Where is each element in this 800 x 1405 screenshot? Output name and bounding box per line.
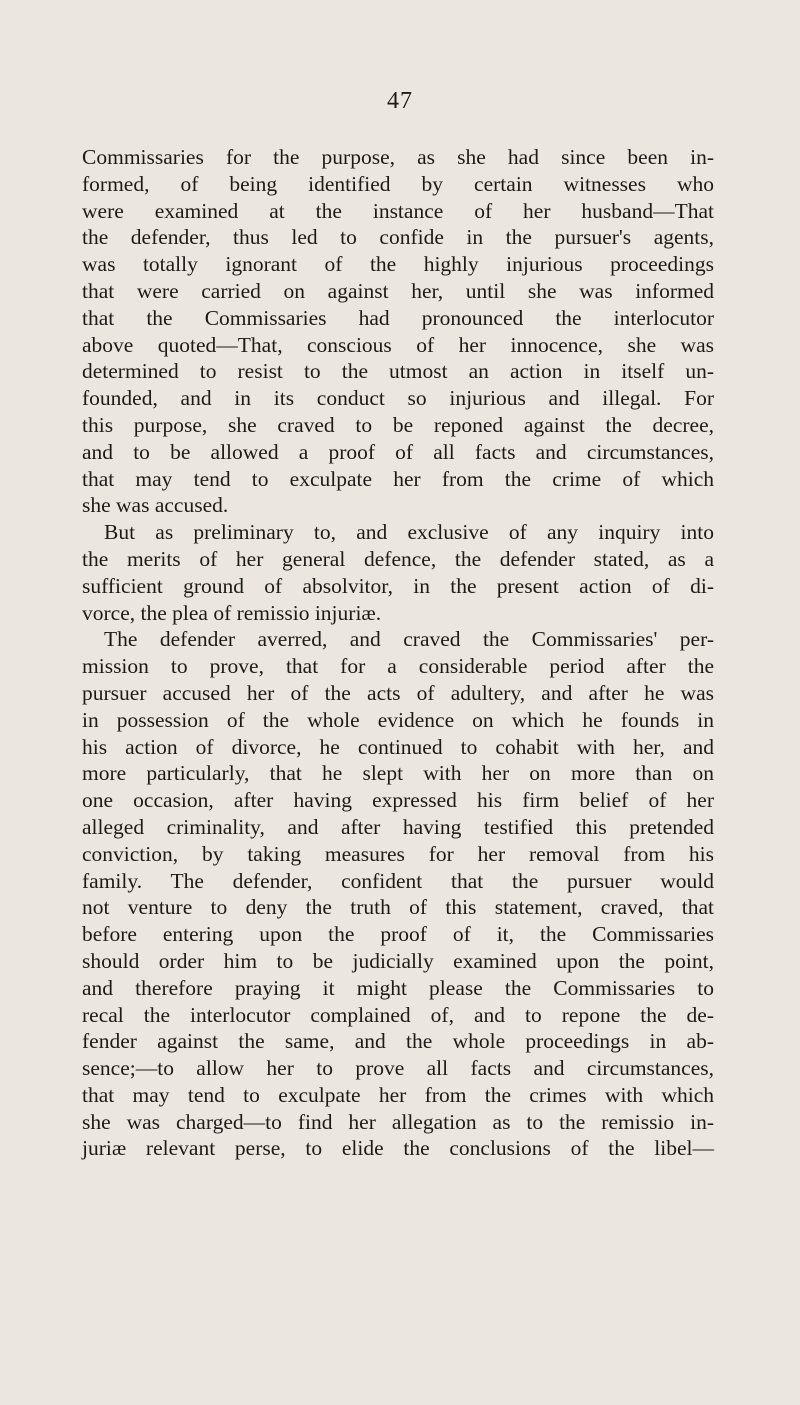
text-line: Commissaries for the purpose, as she had since been in- <box>82 145 714 169</box>
text-line: the defender, thus led to confide in the pursuer's agents, <box>82 225 714 250</box>
text-line: she was charged—to find her allegation as to the remissio in- <box>82 1109 714 1134</box>
text-line: sufficient ground of absolvitor, in the present action of di- <box>82 573 714 598</box>
text-line: that may tend to exculpate her from the crimes with which <box>82 1082 714 1107</box>
text-line: vorce, the plea of remissio injuriæ. <box>82 600 382 625</box>
text-line: this purpose, she craved to be reponed against the decree, <box>82 412 714 437</box>
text-line: in possession of the whole evidence on which he founds in <box>82 707 714 732</box>
text-line: should order him to be judicially examined upon the point, <box>82 948 714 973</box>
text-line: the merits of her general defence, the defender stated, as a <box>82 546 714 571</box>
text-line: above quoted—That, conscious of her innocence, she was <box>82 332 714 357</box>
text-line: his action of divorce, he continued to cohabit with her, and <box>82 734 714 759</box>
text-line: that the Commissaries had pronounced the interlocutor <box>82 305 714 330</box>
text-line: determined to resist to the utmost an action in itself un- <box>82 359 714 384</box>
text-line: recal the interlocutor complained of, and to repone the de- <box>82 1002 714 1027</box>
text-line: founded, and in its conduct so injurious and illegal. For <box>82 386 714 411</box>
text-line: But as preliminary to, and exclusive of any inquiry into <box>104 520 714 545</box>
text-line: and therefore praying it might please the Commissaries to <box>82 975 714 1000</box>
text-line: one occasion, after having expressed his firm belief of her <box>82 788 714 813</box>
text-line: fender against the same, and the whole proceedings in ab- <box>82 1029 714 1054</box>
text-line: formed, of being identified by certain witnesses who <box>82 171 714 196</box>
text-line: pursuer accused her of the acts of adultery, and after he was <box>82 680 714 705</box>
text-line: sence;—to allow her to prove all facts and circumstances, <box>82 1056 714 1081</box>
text-line: more particularly, that he slept with her on more than on <box>82 761 714 786</box>
text-line: family. The defender, confident that the pursuer would <box>82 868 714 893</box>
text-line: alleged criminality, and after having testified this pretended <box>82 814 714 839</box>
text-line: were examined at the instance of her husband—That <box>82 198 714 223</box>
text-line: conviction, by taking measures for her removal from his <box>82 841 714 866</box>
body-text <box>82 144 714 1162</box>
text-line: she was accused. <box>82 493 229 518</box>
text-line: and to be allowed a proof of all facts and circumstances, <box>82 439 714 464</box>
text-line: that were carried on against her, until she was informed <box>82 278 714 303</box>
text-line: The defender averred, and craved the Commissaries' per- <box>104 627 714 652</box>
text-line: was totally ignorant of the highly injurious proceedings <box>82 252 714 277</box>
text-line: before entering upon the proof of it, the Commissaries <box>82 922 714 947</box>
text-line: mission to prove, that for a considerable period after the <box>82 654 714 679</box>
text-line: that may tend to exculpate her from the crime of which <box>82 466 714 491</box>
text-line: juriæ relevant perse, to elide the conclusions of the libel— <box>82 1136 714 1161</box>
text-line: not venture to deny the truth of this statement, craved, that <box>82 895 714 920</box>
page-number: 47 <box>387 88 413 114</box>
